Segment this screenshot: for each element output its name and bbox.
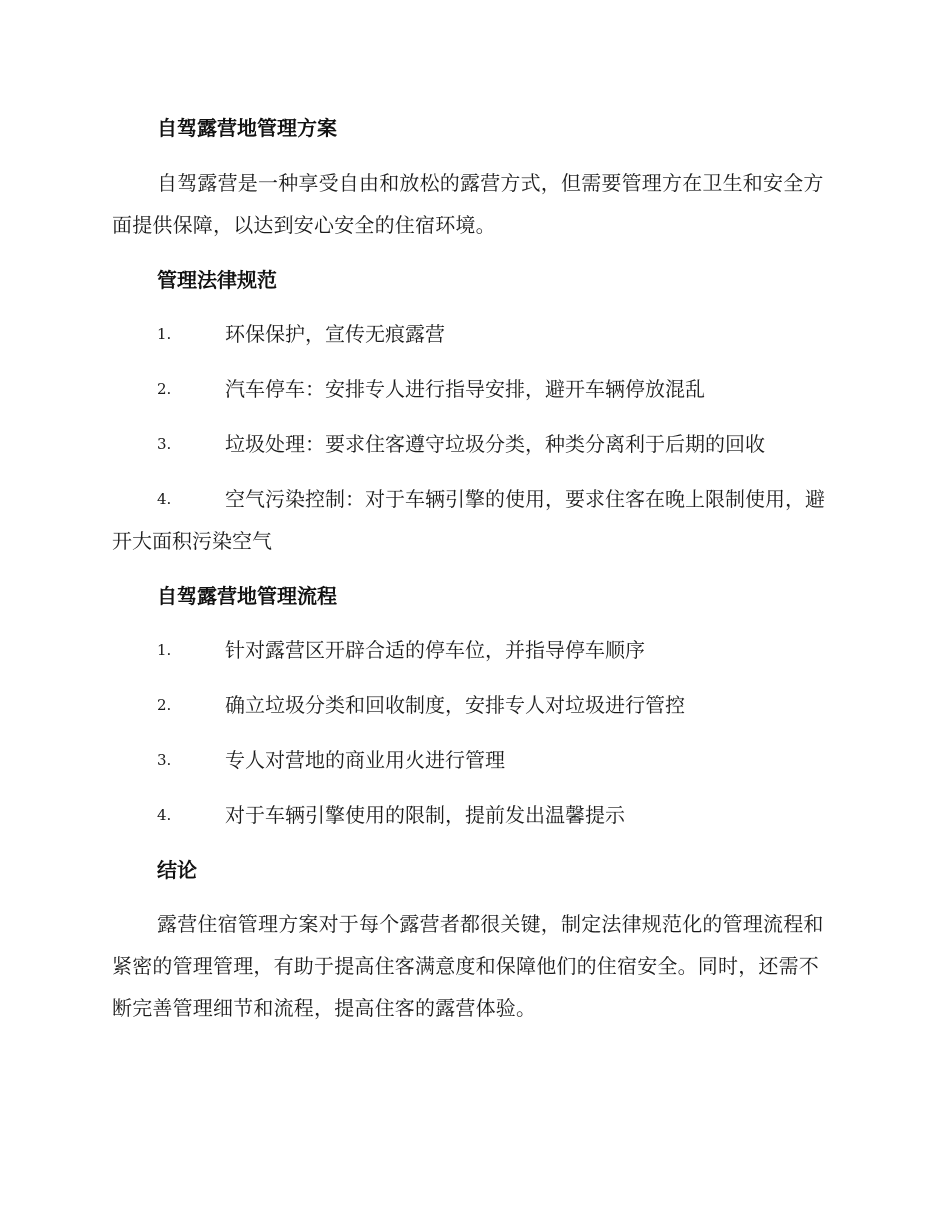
list-item-text: 环保保护，宣传无痕露营 bbox=[225, 322, 445, 346]
list-item-number: 4. bbox=[157, 806, 172, 824]
list-item-number: 4. bbox=[157, 490, 172, 508]
list-item bbox=[112, 423, 830, 465]
list-item-text: 空气污染控制：对于车辆引擎的使用，要求住客在晚上限制使用，避开大面积污染空气 bbox=[112, 487, 825, 553]
intro-paragraph: 自驾露营是一种享受自由和放松的露营方式，但需要管理方在卫生和安全方面提供保障，以达到安心安全的住宿环境。 bbox=[112, 171, 824, 237]
conclusion-paragraph: 露营住宿管理方案对于每个露营者都很关键，制定法律规范化的管理流程和紧密的管理管理，有助于提高住客满意度和保障他们的住宿安全。同时，还需不断完善管理细节和流程，提高住客的露营体验。 bbox=[112, 912, 824, 1020]
list-item bbox=[112, 684, 830, 726]
section-heading-regulations: 管理法律规范 bbox=[157, 268, 277, 292]
list-item-text: 汽车停车：安排专人进行指导安排，避开车辆停放混乱 bbox=[225, 377, 705, 401]
section-heading-process: 自驾露营地管理流程 bbox=[157, 584, 337, 608]
list-item-text: 针对露营区开辟合适的停车位，并指导停车顺序 bbox=[225, 638, 645, 662]
list-item-text: 对于车辆引擎使用的限制，提前发出温馨提示 bbox=[225, 803, 625, 827]
list-item-number: 2. bbox=[157, 696, 172, 714]
list-item bbox=[112, 794, 830, 836]
list-item-number: 3. bbox=[157, 751, 172, 769]
list-item-text: 专人对营地的商业用火进行管理 bbox=[225, 748, 505, 772]
list-item-number: 3. bbox=[157, 435, 172, 453]
list-item bbox=[112, 739, 830, 781]
document-title: 自驾露营地管理方案 bbox=[157, 116, 337, 140]
list-item bbox=[112, 313, 830, 355]
list-item-text: 垃圾处理：要求住客遵守垃圾分类，种类分离利于后期的回收 bbox=[225, 432, 765, 456]
list-item-number: 1. bbox=[157, 641, 172, 659]
section-heading-conclusion: 结论 bbox=[157, 858, 197, 882]
list-item-text: 确立垃圾分类和回收制度，安排专人对垃圾进行管控 bbox=[225, 693, 685, 717]
list-item bbox=[112, 478, 830, 562]
list-item bbox=[112, 368, 830, 410]
list-item bbox=[112, 629, 830, 671]
list-item-number: 2. bbox=[157, 380, 172, 398]
list-item-number: 1. bbox=[157, 325, 172, 343]
